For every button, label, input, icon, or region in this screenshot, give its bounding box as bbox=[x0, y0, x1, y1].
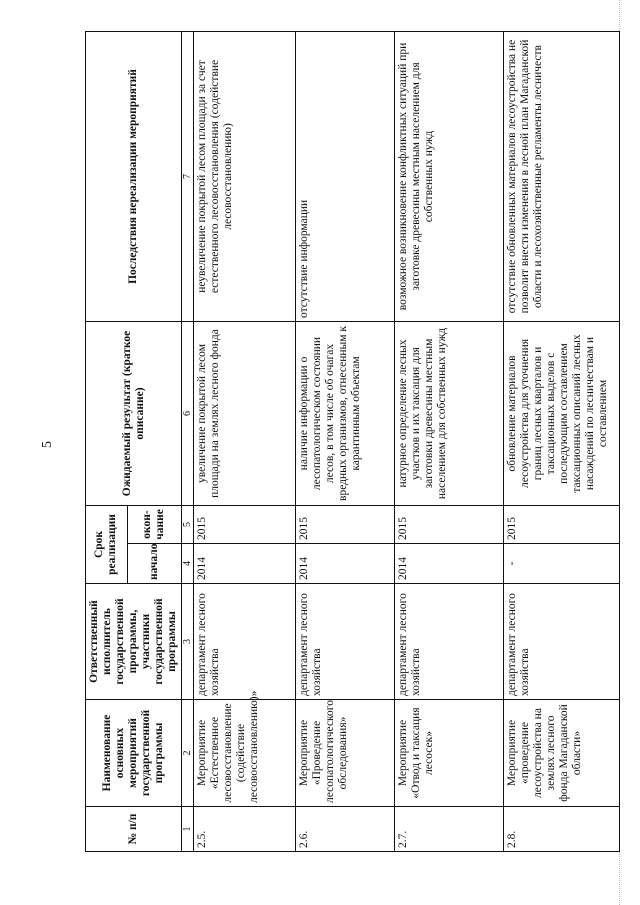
measure-consequences: отсутствие информации bbox=[296, 31, 395, 321]
table-row bbox=[504, 31, 620, 851]
measure-name: Мероприятие «Проведение лесопатологического обследования» bbox=[296, 700, 395, 807]
header-row bbox=[86, 31, 128, 851]
measure-executor: департамент лесного хозяйства bbox=[194, 584, 296, 700]
header-num: № п/п bbox=[86, 807, 182, 852]
header-name: Наименование основных мероприятий государственной программы bbox=[86, 700, 182, 807]
row-number: 2.7. bbox=[395, 807, 504, 852]
column-number: 4 bbox=[182, 544, 194, 584]
measure-name: Мероприятие «Естественное лесовосстановление (содействие лесовосстановлению)» bbox=[194, 700, 296, 807]
measure-result: натурное определение лесных участков и их таксация для заготовки древесины местным населением для собственных нужд bbox=[395, 321, 504, 505]
column-number-row bbox=[182, 31, 194, 851]
measure-start: 2014 bbox=[194, 544, 296, 584]
measure-name: Мероприятие «проведение лесоустройства на землях лесного фонда Магаданской области» bbox=[504, 700, 620, 807]
table-row bbox=[194, 31, 296, 851]
header-result: Ожидаемый результат (краткое описание) bbox=[86, 321, 182, 505]
measure-start: - bbox=[504, 544, 620, 584]
measure-result: наличие информации о лесопатологическом состоянии лесов, в том числе об очагах вредных организмов, отнесенным к карантинным объектам bbox=[296, 321, 395, 505]
measure-consequences: возможное возникновение конфликтных ситуаций при заготовке древесины местным населением для собственных нужд bbox=[395, 31, 504, 321]
header-period: Срок реализации bbox=[86, 505, 128, 583]
table-row bbox=[296, 31, 395, 851]
column-number: 6 bbox=[182, 321, 194, 505]
row-number: 2.6. bbox=[296, 807, 395, 852]
measure-consequences: отсутствие обновленных материалов лесоустройства не позволит внести изменения в лесной план Магаданской области и лесохозяйственные регламенты лесничеств bbox=[504, 31, 620, 321]
row-number: 2.8. bbox=[504, 807, 620, 852]
header-end: окон-чание bbox=[127, 505, 181, 543]
rotated-page bbox=[85, 32, 609, 852]
column-number: 1 bbox=[182, 807, 194, 852]
measure-end: 2015 bbox=[296, 505, 395, 543]
column-number: 3 bbox=[182, 584, 194, 700]
header-start: начало bbox=[127, 544, 181, 584]
measure-end: 2015 bbox=[194, 505, 296, 543]
table-row bbox=[395, 31, 504, 851]
measure-executor: департамент лесного хозяйства bbox=[504, 584, 620, 700]
column-number: 2 bbox=[182, 700, 194, 807]
header-consequences: Последствия нереализации мероприятий bbox=[86, 31, 182, 321]
program-measures-table bbox=[85, 31, 620, 852]
measure-consequences: неувеличение покрытой лесом площади за счет естественного лесовосстановления (содействие лесовосстановлению) bbox=[194, 31, 296, 321]
measure-start: 2014 bbox=[296, 544, 395, 584]
measure-result: увеличение покрытой лесом площади на землях лесного фонда bbox=[194, 321, 296, 505]
row-number: 2.5. bbox=[194, 807, 296, 852]
measure-executor: департамент лесного хозяйства bbox=[296, 584, 395, 700]
column-number: 5 bbox=[182, 505, 194, 543]
measure-start: 2014 bbox=[395, 544, 504, 584]
measure-end: 2015 bbox=[504, 505, 620, 543]
page-number: 5 bbox=[40, 441, 55, 448]
header-executor: Ответственный исполнитель государственной программы, участники государственной программы bbox=[86, 584, 182, 700]
measure-result: обновление материалов лесоустройства для уточнения границ лесных кварталов и таксационных выделов с последующим составлением таксационных описаний лесных насаждений по лесничествам и составлением bbox=[504, 321, 620, 505]
column-number: 7 bbox=[182, 31, 194, 321]
measure-end: 2015 bbox=[395, 505, 504, 543]
measure-name: Мероприятие «Отвод и таксация лесосек» bbox=[395, 700, 504, 807]
measure-executor: департамент лесного хозяйства bbox=[395, 584, 504, 700]
